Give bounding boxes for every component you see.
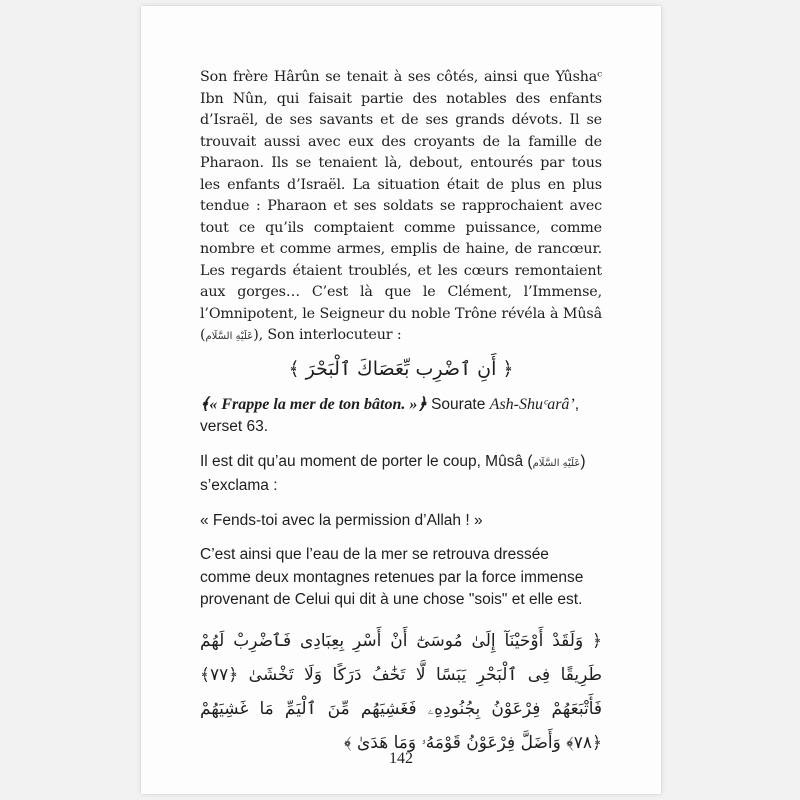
quote-close: »﴿ — [405, 395, 427, 413]
paragraph2-start: Il est dit qu’au moment de porter le coup, Mûsâ — [200, 452, 524, 470]
verse-translation — [200, 394, 602, 439]
surah-name: Ash-Shuᶜarâ’ — [489, 395, 575, 413]
page-content — [200, 67, 602, 760]
paragraph-strike: Il est dit qu’au moment de porter le coup, Mûsâ (عَلَيْهِ السَّلَام) s’exclama : — [200, 452, 586, 494]
paragraph2-end: s’exclama : — [200, 477, 278, 494]
book-page — [141, 6, 661, 794]
page-number: 142 — [389, 750, 413, 767]
paragraph1-end: , Son interlocuteur : — [258, 327, 402, 343]
honorific-inline: عَلَيْهِ السَّلَام — [205, 331, 254, 342]
exclamation: « Fends-toi avec la permission d’Allah ! » — [200, 511, 483, 529]
quran-verse-long: ﴿ وَلَقَدْ أَوْحَيْنَآ إِلَىٰ مُوسَىٰٓ أَنْ أَسْرِ بِعِبَادِى فَٱضْرِبْ لَهُمْ طَرِيقًا فِى ٱلْبَحْرِ يَبَسًا لَّا تَخَٰفُ دَرَكًا وَلَا تَخْشَىٰ ﴿٧٧﴾ فَأَتْبَعَهُمْ فِرْعَوْنُ بِجُنُودِهِۦ فَغَشِيَهُم مِّنَ ٱلْيَمِّ مَا غَشِيَهُمْ ﴿٧٨﴾ وَأَضَلَّ فِرْعَوْنُ قَوْمَهُۥ وَمَا هَدَىٰ ﴾ — [200, 630, 602, 753]
paragraph-narrative: Son frère Hârûn se tenait à ses côtés, ainsi que Yûshaᶜ Ibn Nûn, qui faisait partie des notables des enfants d’Israël, de ses savants et de ses grands dévots. Il se trouvait aussi avec eux des croyants de la famille de Pharaon. Ils se tenaient là, debout, entourés par tous les enfants d’Israël. La situation était de plus en plus tendue : Pharaon et ses soldats se rapprochaient avec tout ce qu’ils comptaient comme puissance, comme nombre et comme armes, emplis de haine, de rancœur. Les regards étaient troublés, et les cœurs remontaient aux gorges… C’est là que le Clément, l’Immense, l’Omnipotent, le Seigneur du noble Trône révéla à Mûsâ (عَلَيْهِ السَّلَام), Son interlocuteur : — [200, 69, 602, 343]
paragraph1-text: Son frère Hârûn se tenait à ses côtés, ainsi que Yûshaᶜ Ibn Nûn, qui faisait partie des notables des enfants d’Israël, de ses savants et de ses grands dévots. Il se trouvait aussi avec eux des croyants de la famille de Pharaon. Ils se tenaient là, debout, entourés par tous les enfants d’Israël. La situation était de plus en plus tendue : Pharaon et ses soldats se rapprochaient avec tout ce qu’ils comptaient comme puissance, comme nombre et comme armes, emplis de haine, de rancœur. Les regards étaient troublés, et les cœurs remontaient aux gorges… C’est là que le Clément, l’Immense, l’Omnipotent, le Seigneur du noble Trône révéla à Mûsâ — [200, 69, 602, 322]
quran-verse-short: ﴿ أَنِ ٱضْرِب بِّعَصَاكَ ٱلْبَحْرَ ﴾ — [288, 357, 514, 380]
quote-open: ﴾« — [200, 395, 222, 413]
source-prefix: Sourate — [426, 395, 490, 413]
honorific-inline-2: عَلَيْهِ السَّلَام — [532, 457, 581, 469]
source-suffix: , verset 63. — [200, 395, 580, 435]
quote-text: Frappe la mer de ton bâton. — [221, 395, 406, 413]
paragraph-sea: C’est ainsi que l’eau de la mer se retrouva dressée comme deux montagnes retenues par la force immense provenant de Celui qui dit à une chose "sois" et elle est. — [200, 546, 584, 608]
